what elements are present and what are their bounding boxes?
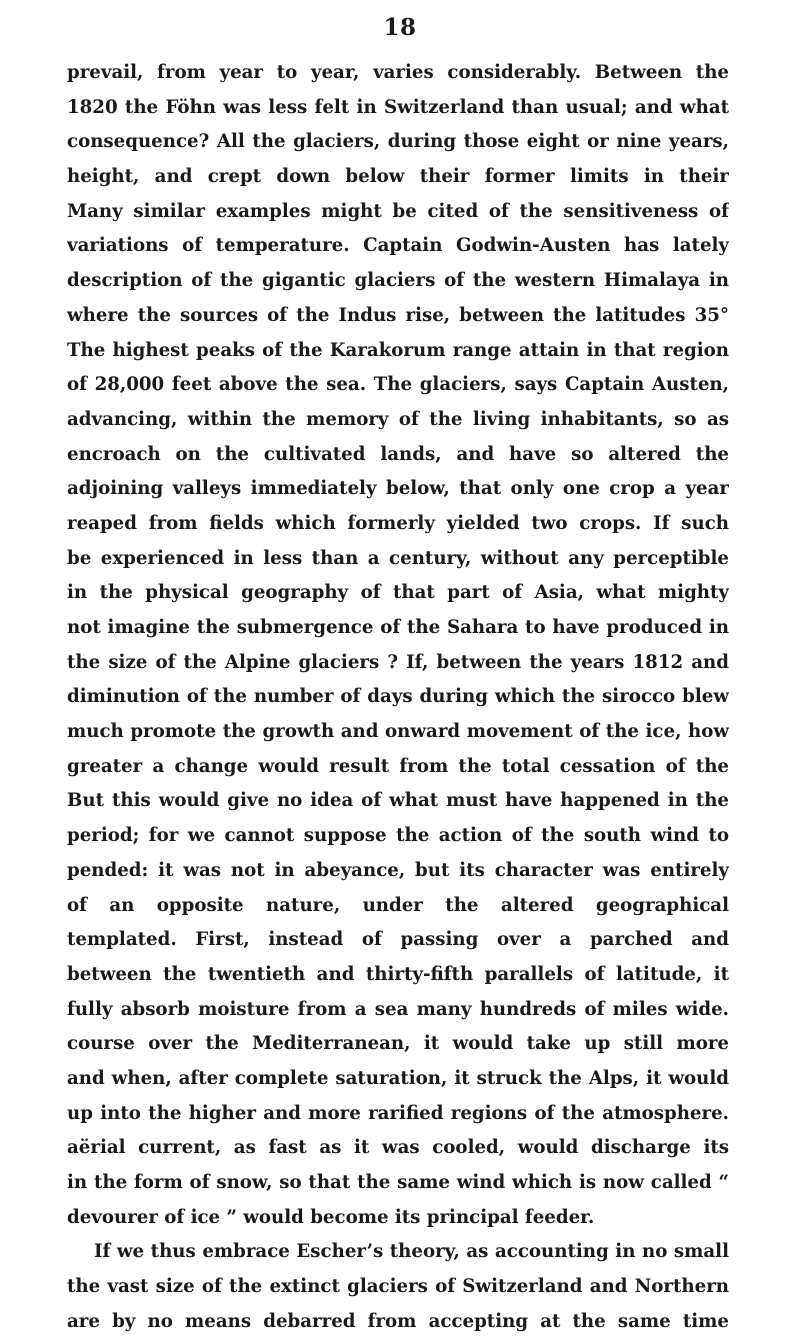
text-line: adjoining valleys immediately below, that only one crop a year [67,478,729,500]
text-line: the vast size of the extinct glaciers of Switzerland and Northern [67,1276,729,1298]
text-line: But this would give no idea of what must have happened in the [67,790,729,812]
text-line: devourer of ice ” would become its principal feeder. [67,1206,595,1228]
text-line: reaped from fields which formerly yielded two crops. If such [67,512,729,534]
text-line: prevail, from year to year, varies considerably. Between the [67,62,729,83]
text-line: the size of the Alpine glaciers ? If, between the years 1812 and [67,651,729,673]
text-line: in the physical geography of that part of Asia, what mighty [67,582,729,604]
text-line: description of the gigantic glaciers of the western Himalaya in [67,270,729,292]
text-line: be experienced in less than a century, without any perceptible [67,547,729,569]
text-line: encroach on the cultivated lands, and have so altered the [67,443,729,465]
text-line: much promote the growth and onward movement of the ice, how [67,721,729,743]
text-line: and when, after complete saturation, it struck the Alps, it would [67,1067,729,1089]
text-line: where the sources of the Indus rise, between the latitudes 35° [67,304,729,326]
text-line: of an opposite nature, under the altered geographical [67,894,729,916]
text-line: Many similar examples might be cited of the sensitiveness of [67,200,729,222]
text-line: height, and crept down below their former limits in their [67,166,729,188]
body-text [67,56,729,1339]
text-line: are by no means debarred from accepting at the same time [67,1310,729,1332]
text-line: If we thus embrace Escher’s theory, as accounting in no small [94,1241,729,1263]
text-line: in the form of snow, so that the same wind which is now called “ [67,1172,729,1193]
text-line: pended: it was not in abeyance, but its character was entirely [67,859,729,881]
text-line: between the twentieth and thirty-fifth parallels of latitude, it [67,963,729,985]
text-line: up into the higher and more rarified regions of the atmosphere. [67,1102,729,1124]
text-line: fully absorb moisture from a sea many hundreds of miles wide. [67,998,729,1020]
text-line: diminution of the number of days during which the sirocco blew [67,686,729,708]
text-line: not imagine the submergence of the Sahara to have produced in [67,617,729,638]
text-line: course over the Mediterranean, it would take up still more [67,1033,729,1055]
text-line: variations of temperature. Captain Godwin-Austen has lately [67,235,729,257]
text-line: of 28,000 feet above the sea. The glaciers, says Captain Austen, [67,374,729,396]
text-line: aërial current, as fast as it was cooled, would discharge its [67,1137,729,1159]
text-line: greater a change would result from the total cessation of the [67,755,729,777]
text-line: period; for we cannot suppose the action of the south wind to [67,825,729,847]
page-number: 18 [383,14,417,41]
text-line: The highest peaks of the Karakorum range attain in that region [67,339,729,361]
text-line: advancing, within the memory of the living inhabitants, so as [67,408,729,430]
text-line: templated. First, instead of passing over a parched and [67,929,729,951]
text-line: 1820 the Föhn was less felt in Switzerland than usual; and what [67,96,729,118]
text-line: consequence? All the glaciers, during those eight or nine years, [67,131,729,153]
